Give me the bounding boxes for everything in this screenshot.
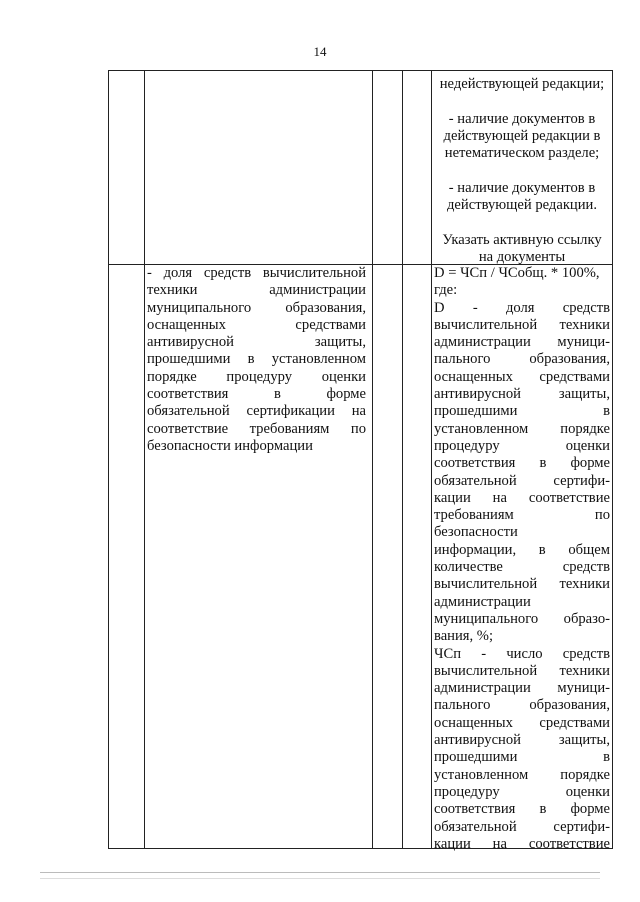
row2-col5-cell: [434, 265, 610, 853]
cell-text-line: процедуру оценки: [434, 437, 610, 454]
cell-text-line: пального образования,: [434, 351, 610, 368]
cell-text-line: - доля средств вычислительной: [147, 265, 366, 281]
cell-text-line: техники администрации: [147, 282, 366, 299]
cell-text-line: соответствие требованиям по: [147, 420, 366, 437]
cell-text-line: - наличие документов в: [448, 110, 596, 127]
cell-text-line: антивирусной защиты,: [147, 334, 366, 351]
cell-text-line: информации, в общем: [434, 541, 610, 558]
cell-text-line: обязательной сертифи-: [434, 472, 610, 489]
cell-text-line: оснащенных средствами: [147, 316, 366, 333]
cell-text-line: оснащенных средствами: [434, 368, 610, 385]
cell-text-line: Указать активную ссылку: [442, 231, 602, 248]
table-top-border: [108, 70, 612, 71]
cell-text-line: порядке процедуру оценки: [147, 368, 366, 385]
cell-text-line: соответствия в форме: [434, 455, 610, 472]
table-col-line-6: [612, 70, 613, 849]
cell-text-line: установленном порядке: [434, 766, 610, 783]
cell-text-line: администрации муници-: [434, 334, 610, 351]
cell-text-line: вычислительной техники: [434, 576, 610, 593]
cell-text-line: ЧСп - число средств: [434, 645, 610, 662]
paragraph-gap: [434, 162, 610, 179]
cell-text-line: безопасности информации: [147, 437, 313, 454]
cell-text-line: пального образования,: [434, 697, 610, 714]
cell-text-line: прошедшими в: [434, 749, 610, 766]
cell-text-line: антивирусной защиты,: [434, 732, 610, 749]
cell-text-line: администрации: [434, 593, 531, 610]
cell-text-line: вычислительной техники: [434, 662, 610, 679]
cell-text-line: процедуру оценки: [434, 783, 610, 800]
cell-text-line: D - доля средств: [434, 299, 610, 316]
cell-text-line: где:: [434, 282, 458, 299]
cell-text-line: соответствия в форме: [147, 386, 366, 403]
cell-text-line: соответствия в форме: [434, 801, 610, 818]
cell-text-line: кации на соответствие: [434, 835, 610, 852]
cell-text-line: кации на соответствие: [434, 489, 610, 506]
cell-text-line: установленном порядке: [434, 420, 610, 437]
table-col-line-1: [108, 70, 109, 849]
cell-text-line: антивирусной защиты,: [434, 386, 610, 403]
cell-text-line: администрации муници-: [434, 680, 610, 697]
cell-text-line: обязательной сертификации на: [147, 403, 366, 420]
row2-col2-cell: [147, 265, 366, 455]
cell-text-line: вычислительной техники: [434, 316, 610, 333]
cell-text-line: действующей редакции.: [447, 197, 597, 214]
table-col-line-4: [402, 70, 403, 849]
cell-text-line: количестве средств: [434, 559, 610, 576]
table-col-line-2: [144, 70, 145, 849]
cell-text-line: прошедшими в установленном: [147, 351, 366, 368]
cell-text-line: безопасности: [434, 524, 518, 541]
cell-text-line: нетематическом разделе;: [444, 145, 600, 162]
row1-col5-cell: [434, 76, 610, 266]
table-col-line-3: [372, 70, 373, 849]
paragraph-gap: [434, 93, 610, 110]
cell-text-line: недействующей редакции;: [439, 76, 605, 92]
bottom-scan-edge-2: [40, 878, 600, 879]
cell-text-line: муниципального образования,: [147, 299, 366, 316]
cell-text-line: вания, %;: [434, 628, 494, 645]
cell-text-line: D = ЧСп / ЧСобщ. * 100%,: [434, 265, 600, 281]
paragraph-gap: [434, 214, 610, 231]
cell-text-line: обязательной сертифи-: [434, 818, 610, 835]
bottom-scan-edge: [40, 872, 600, 873]
cell-text-line: муниципального образо-: [434, 610, 610, 627]
cell-text-line: прошедшими в: [434, 403, 610, 420]
table-col-line-5: [431, 70, 432, 849]
cell-text-line: оснащенных средствами: [434, 714, 610, 731]
cell-text-line: действующей редакции в: [443, 127, 601, 144]
cell-text-line: требованиям по: [434, 507, 610, 524]
cell-text-line: - наличие документов в: [448, 179, 596, 196]
cell-text-line: на документы: [478, 248, 566, 265]
page-number: 14: [313, 44, 327, 59]
